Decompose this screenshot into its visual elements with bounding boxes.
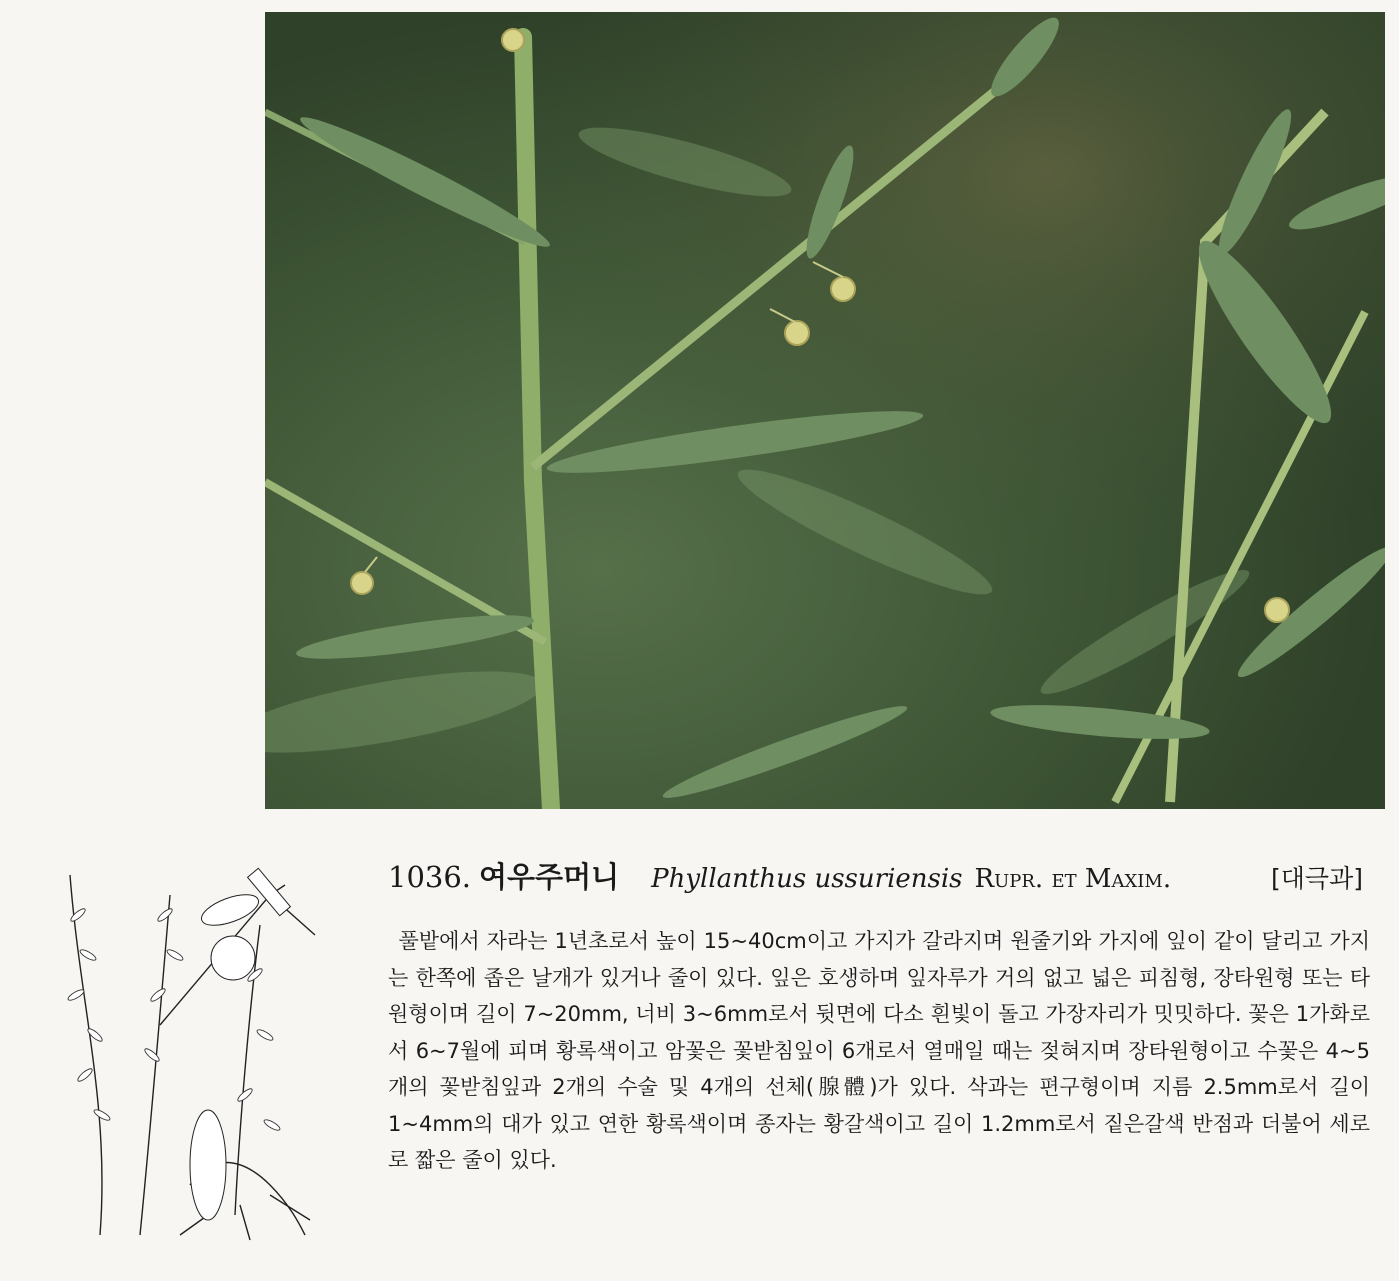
family-name: [대극과]	[1271, 864, 1363, 893]
author-citation: Rupr. et Maxim.	[974, 864, 1172, 894]
entry-heading	[388, 855, 1363, 901]
botanical-line-drawing	[40, 855, 340, 1245]
scientific-name: Phyllanthus ussuriensis	[651, 864, 963, 894]
description-text: 풀밭에서 자라는 1년초로서 높이 15~40cm이고 가지가 갈라지며 원줄기와 가지에 잎이 같이 달리고 가지는 한쪽에 좁은 날개가 있거나 줄이 있다. 잎은 호생하며 잎자루가 거의 없고 넓은 피침형, 장타원형 또는 타원형이며 길이 7~20mm, 너비 3~6mm로서 뒷면에 다소 흰빛이 돌고 가장자리가 밋밋하다. 꽃은 1가화로서 6~7월에 피며 황록색이고 암꽃은 꽃받침잎이 6개로서 열매일 때는 젖혀지며 장타원형이고 수꽃은 4~5개의 꽃받침잎과 2개의 수술 및 4개의 선체(腺體)가 있다. 삭과는 편구형이며 지름 2.5mm로서 길이 1~4mm의 대가 있고 연한 황록색이며 종자는 황갈색이고 길이 1.2mm로서 짙은갈색 반점과 더불어 세로로 짧은 줄이 있다.	[388, 929, 1370, 1172]
korean-name: 여우주머니	[479, 860, 620, 894]
plant-sketch-illustration	[40, 855, 340, 1245]
plant-photo-illustration	[265, 12, 1385, 809]
species-description	[388, 923, 1370, 1179]
entry-number: 1036.	[388, 860, 472, 894]
plant-photo	[265, 12, 1385, 809]
